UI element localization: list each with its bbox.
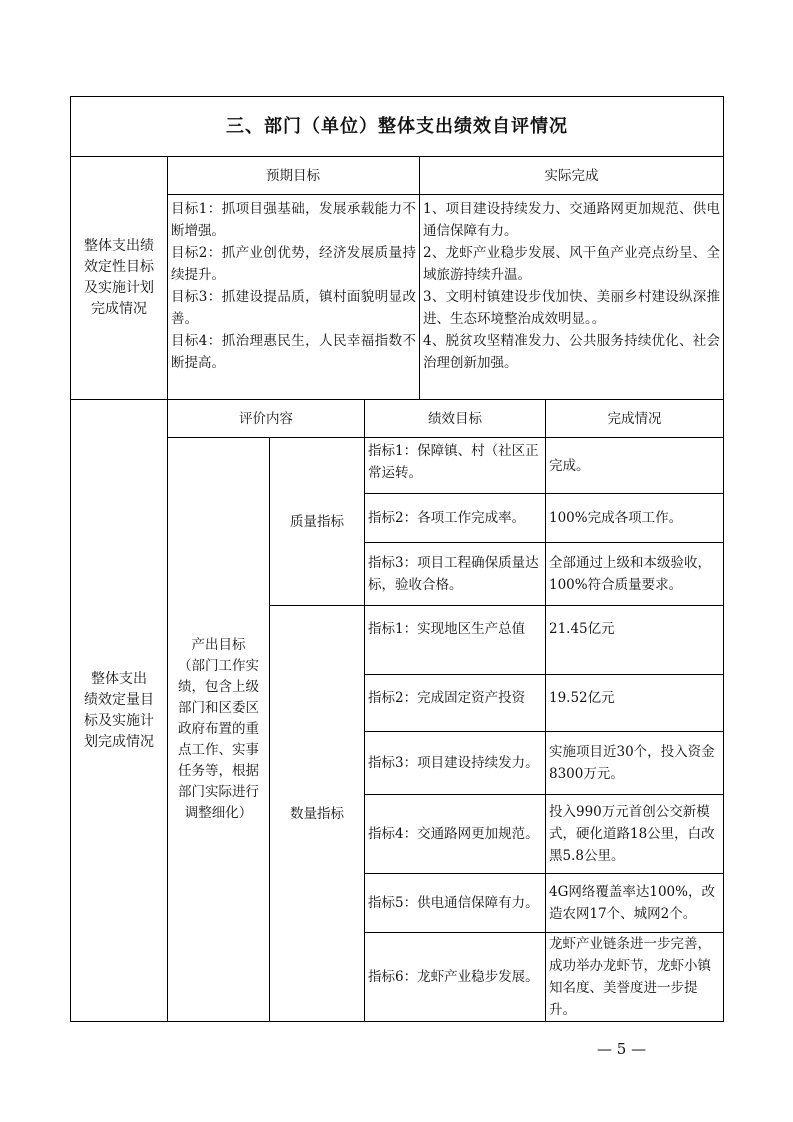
actual-result-header: 实际完成	[544, 167, 599, 184]
actual-result-item: 1、项目建设持续发力、交通路网更加规范、供电通信保障有力。	[423, 201, 720, 239]
section-title: 三、部门（单位）整体支出绩效自评情况	[226, 116, 568, 137]
output-goal-line: （部门工作实	[178, 658, 259, 674]
quantity-target-2: 指标2：完成固定资产投资	[368, 690, 526, 706]
output-goal-line: 点工作、实事	[178, 742, 259, 758]
quantity-target-5: 指标5：供电通信保障有力。	[368, 895, 539, 911]
qualitative-row-label-line: 效定性目标	[84, 259, 154, 275]
qualitative-row-label-line: 完成情况	[91, 301, 147, 317]
quality-completion-3: 全部通过上级和本级验收，100%符合质量要求。	[549, 555, 711, 593]
evaluation-table	[70, 96, 724, 1022]
qualitative-row-label	[71, 157, 167, 399]
quantity-completion-3: 实施项目近30个，投入资金8300万元。	[549, 744, 715, 782]
target-header: 绩效目标	[428, 410, 482, 427]
output-goal-line: 任务等，根据	[178, 763, 259, 779]
actual-results-list	[420, 196, 723, 398]
expected-goal-item: 目标3：抓建设提品质，镇村面貌明显改善。	[171, 289, 416, 327]
actual-result-item: 3、文明村镇建设步伐加快、美丽乡村建设纵深推进、生态环境整治成效明显。。	[423, 289, 720, 327]
output-goal-line: 部门实际进行	[178, 784, 259, 800]
actual-result-item: 4、脱贫攻坚精准发力、公共服务持续优化、社会治理创新加强。	[423, 333, 720, 371]
output-goal-cell	[168, 438, 269, 1021]
expected-goal-header: 预期目标	[266, 167, 320, 184]
quality-indicator-label: 质量指标	[290, 513, 344, 530]
quantitative-row-label-line: 绩效定量目	[84, 691, 154, 708]
output-goal-line: 部门和区委区	[178, 700, 259, 716]
output-goal-line: 政府布置的重	[178, 721, 259, 737]
expected-goal-item: 目标2：抓产业创优势，经济发展质量持续提升。	[171, 245, 416, 283]
output-goal-line: 产出目标	[191, 637, 246, 653]
quantity-target-6: 指标6：龙虾产业稳步发展。	[368, 969, 539, 985]
quantitative-row-label	[71, 400, 167, 1021]
page-number: — 5 —	[597, 1040, 647, 1058]
quality-completion-1: 完成。	[549, 457, 590, 474]
quantitative-row-label-line: 整体支出	[91, 670, 147, 687]
expected-goals-list	[168, 196, 419, 398]
quantity-completion-4: 投入990万元首创公交新模式，硬化道路18公里，白改黑5.8公里。	[549, 804, 715, 864]
actual-result-item: 2、龙虾产业稳步发展、风干鱼产业亮点纷呈、全域旅游持续升温。	[423, 245, 720, 283]
completion-header: 完成情况	[607, 410, 662, 427]
quantity-target-4: 指标4：交通路网更加规范。	[368, 826, 539, 842]
quantitative-row-label-line: 标及实施计	[84, 712, 154, 729]
qualitative-row-label-line: 及实施计划	[84, 280, 154, 296]
expected-goal-item: 目标1：抓项目强基础，发展承载能力不断增强。	[171, 201, 416, 239]
divider	[167, 194, 723, 195]
output-goal-line: 绩，包含上级	[178, 679, 259, 695]
quality-target-2: 指标2：各项工作完成率。	[368, 510, 526, 526]
quantity-target-1: 指标1：实现地区生产总值	[368, 621, 526, 637]
divider	[364, 674, 723, 675]
qualitative-row-label-line: 整体支出绩	[84, 238, 154, 254]
quantity-completion-1: 21.45亿元	[549, 621, 615, 637]
quantity-completion-2: 19.52亿元	[549, 690, 615, 706]
quality-target-3: 指标3：项目工程确保质量达标，验收合格。	[368, 555, 539, 593]
output-goal-line: 调整细化）	[184, 805, 253, 821]
quantity-indicator-label: 数量指标	[290, 805, 344, 822]
quality-target-1: 指标1：保障镇、村（社区正常运转。	[368, 443, 539, 481]
expected-goal-item: 目标4：抓治理惠民生，人民幸福指数不断提高。	[171, 333, 416, 371]
quantitative-row-label-line: 划完成情况	[84, 733, 154, 750]
quality-completion-2: 100%完成各项工作。	[549, 510, 683, 526]
content-header: 评价内容	[239, 410, 293, 427]
quantity-target-3: 指标3：项目建设持续发力。	[368, 755, 539, 771]
quantity-completion-6: 龙虾产业链条进一步完善，成功举办龙虾节，龙虾小镇知名度、美誉度进一步提升。	[549, 936, 711, 1018]
quantity-completion-5: 4G网络覆盖率达100%，改造农网17个、城网2个。	[549, 884, 715, 922]
